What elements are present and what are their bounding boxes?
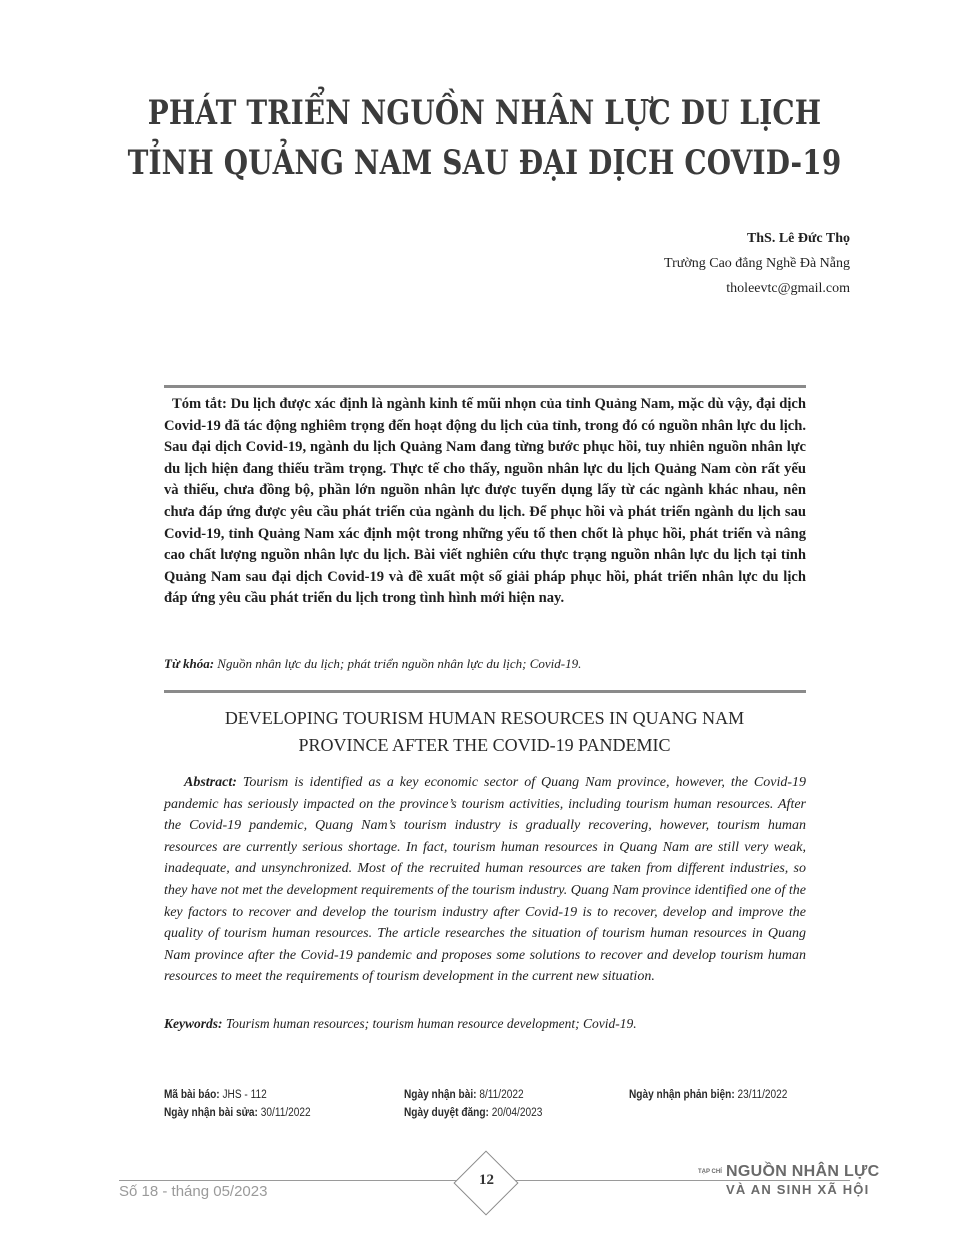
page-number: 12 xyxy=(479,1172,494,1188)
meta-revised-date: Ngày nhận bài sửa: 30/11/2022 xyxy=(164,1107,311,1119)
meta-received-date: Ngày nhận bài: 8/11/2022 xyxy=(404,1089,524,1101)
journal-prefix: TẠP CHÍ xyxy=(698,1169,722,1175)
author-name: ThS. Lê Đức Thọ xyxy=(746,231,850,246)
english-title xyxy=(0,705,969,759)
vi-keywords xyxy=(164,656,806,672)
vi-abstract xyxy=(164,394,806,610)
vi-abstract-text: Du lịch được xác định là ngành kinh tế mũi nhọn của tỉnh Quảng Nam, mặc dù vậy, đại dịch Covid-19 đã tác động nghiêm trọng đến hoạt động du lịch của tỉnh, trong đó có nguồn nhân lực du lịch. Sau đại dịch Covid-19, ngành du lịch Quảng Nam đang từng bước phục hồi, tuy nhiên nguồn nhân lực du lịch hiện đang thiếu trầm trọng. Thực tế cho thấy, nguồn nhân lực du lịch Quảng Nam còn rất yếu và thiếu, chưa đồng bộ, phần lớn nguồn nhân lực được tuyển dụng lấy từ các ngành khác nhau, nên chưa đáp ứng được yêu cầu phát triển của ngành du lịch. Để phục hồi và phát triển ngành du lịch sau Covid-19, tỉnh Quảng Nam xác định một trong những yếu tố then chốt là phục hồi, phát triển và nâng cao chất lượng nguồn nhân lực du lịch. Bài viết nghiên cứu thực trạng nguồn nhân lực du lịch tại tỉnh Quảng Nam sau đại dịch Covid-19 và đề xuất một số giải pháp phục hồi, phát triển nhân lực du lịch đáp ứng yêu cầu phát triển du lịch trong tình hình mới hiện nay. xyxy=(164,396,806,607)
vi-keywords-label: Từ khóa: xyxy=(164,656,215,671)
en-abstract xyxy=(164,772,806,988)
journal-name-line2: VÀ AN SINH XÃ HỘI xyxy=(726,1182,870,1197)
article-title-line1: PHÁT TRIỂN NGUỒN NHÂN LỰC DU LỊCH xyxy=(147,93,822,133)
author-block xyxy=(664,226,850,301)
vi-abstract-label: Tóm tắt: xyxy=(172,396,227,412)
en-keywords xyxy=(164,1016,806,1032)
english-title-line2: PROVINCE AFTER THE COVID-19 PANDEMIC xyxy=(298,735,671,755)
footer-rule-left xyxy=(119,1180,459,1181)
meta-review-date: Ngày nhận phản biện: 23/11/2022 xyxy=(629,1089,788,1101)
author-email: tholeevtc@gmail.com xyxy=(726,281,850,296)
article-title xyxy=(87,88,882,188)
en-abstract-text: Tourism is identified as a key economic sector of Quang Nam province, however, the Covid-19 pandemic has seriously impacted on the province’s tourism activities, including tourism human resources. After the Covid-19 pandemic, Quang Nam’s tourism industry is gradually recovering, however, tourism human resources are currently serious shortage. In fact, tourism human resources in Quang Nam are still very weak, inadequate, and unsynchronized. Most of the recruited human resources are taken from different industries, so they have not met the development requirements of the tourism industry. Quang Nam province identified one of the key factors to recover and develop the tourism industry after Covid-19 is to recover, develop and improve the quality of tourism human resources. The article researches the situation of tourism human resources in Quang Nam province after the Covid-19 pandemic and proposes some solutions to recover and develop tourism human resources to meet the requirements of tourism development in the current new situation. xyxy=(164,775,806,985)
article-title-line2: TỈNH QUẢNG NAM SAU ĐẠI DỊCH COVID-19 xyxy=(127,143,842,183)
author-affiliation: Trường Cao đẳng Nghề Đà Nẵng xyxy=(664,256,850,271)
journal-name-line1: NGUỒN NHÂN LỰC xyxy=(726,1163,880,1180)
meta-accepted-date: Ngày duyệt đăng: 20/04/2023 xyxy=(404,1107,543,1119)
issue-label: Số 18 - tháng 05/2023 xyxy=(119,1183,268,1200)
english-title-line1: DEVELOPING TOURISM HUMAN RESOURCES IN QUANG NAM xyxy=(224,708,745,728)
en-keywords-label: Keywords: xyxy=(164,1016,223,1031)
vi-keywords-text: Nguồn nhân lực du lịch; phát triển nguồn nhân lực du lịch; Covid-19. xyxy=(217,656,582,671)
meta-article-code: Mã bài báo: JHS - 112 xyxy=(164,1089,267,1101)
en-abstract-label: Abstract: xyxy=(184,775,237,790)
en-keywords-text: Tourism human resources; tourism human resource development; Covid-19. xyxy=(225,1016,637,1031)
